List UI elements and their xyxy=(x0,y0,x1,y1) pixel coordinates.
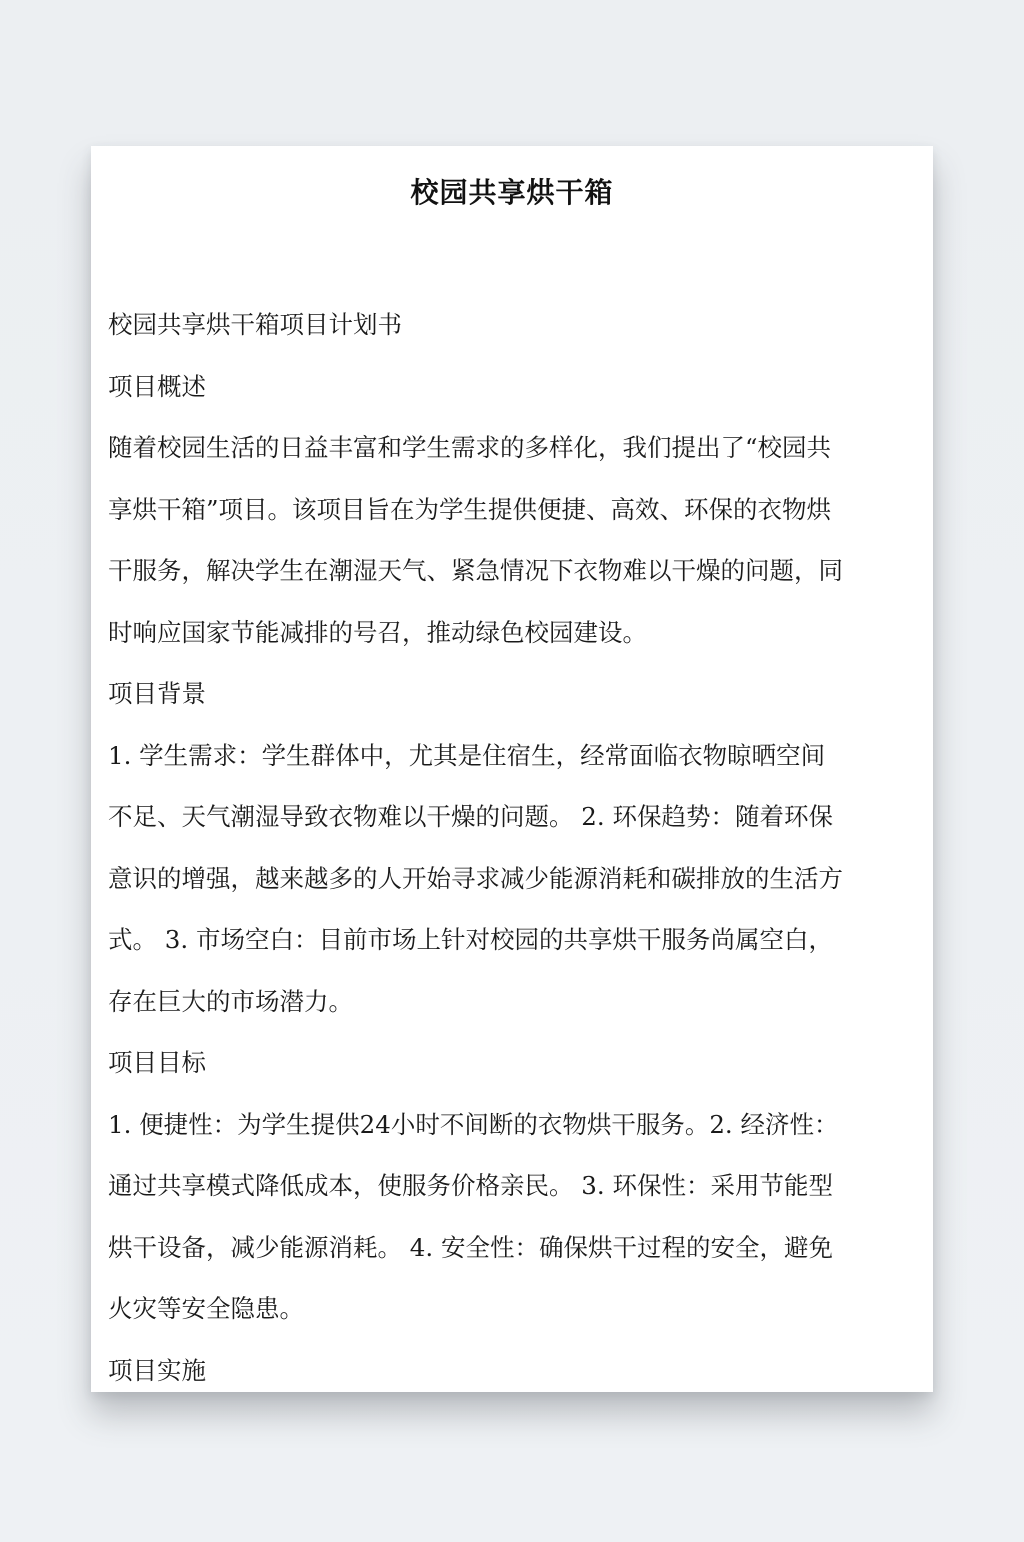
plan-title-line: 校园共享烘干箱项目计划书 xyxy=(108,310,402,339)
paragraph-line: 式。 3. 市场空白：目前市场上针对校园的共享烘干服务尚属空白， xyxy=(108,925,833,954)
document-body xyxy=(108,294,918,1392)
paragraph-line: 烘干设备，减少能源消耗。 4. 安全性：确保烘干过程的安全，避免 xyxy=(108,1232,833,1262)
section-heading-goals: 项目目标 xyxy=(108,1048,206,1077)
paragraph-line: 存在巨大的市场潜力。 xyxy=(108,986,353,1016)
paragraph-line: 意识的增强，越来越多的人开始寻求减少能源消耗和碳排放的生活方 xyxy=(108,863,843,893)
paragraph-line: 火灾等安全隐患。 xyxy=(108,1294,304,1323)
paragraph-line: 时响应国家节能减排的号召，推动绿色校园建设。 xyxy=(108,617,647,647)
paragraph-line: 干服务，解决学生在潮湿天气、紧急情况下衣物难以干燥的问题，同 xyxy=(108,556,843,585)
paragraph-line: 不足、天气潮湿导致衣物难以干燥的问题。 2. 环保趋势：随着环保 xyxy=(108,802,833,831)
section-heading-background: 项目背景 xyxy=(108,679,206,708)
section-heading-implementation: 项目实施 xyxy=(108,1355,206,1385)
paragraph-line: 享烘干箱”项目。该项目旨在为学生提供便捷、高效、环保的衣物烘 xyxy=(108,494,832,524)
paragraph-line: 1. 便捷性：为学生提供24小时不间断的衣物烘干服务。2. 经济性： xyxy=(108,1109,839,1139)
paragraph-line: 1. 学生需求：学生群体中，尤其是住宿生，经常面临衣物晾晒空间 xyxy=(108,740,826,770)
section-heading-overview: 项目概述 xyxy=(108,371,206,401)
paragraph-line: 通过共享模式降低成本，使服务价格亲民。 3. 环保性：采用节能型 xyxy=(108,1171,833,1200)
document-page xyxy=(91,146,933,1392)
paragraph-line: 随着校园生活的日益丰富和学生需求的多样化，我们提出了“校园共 xyxy=(108,433,832,462)
document-title: 校园共享烘干箱 xyxy=(410,176,614,209)
